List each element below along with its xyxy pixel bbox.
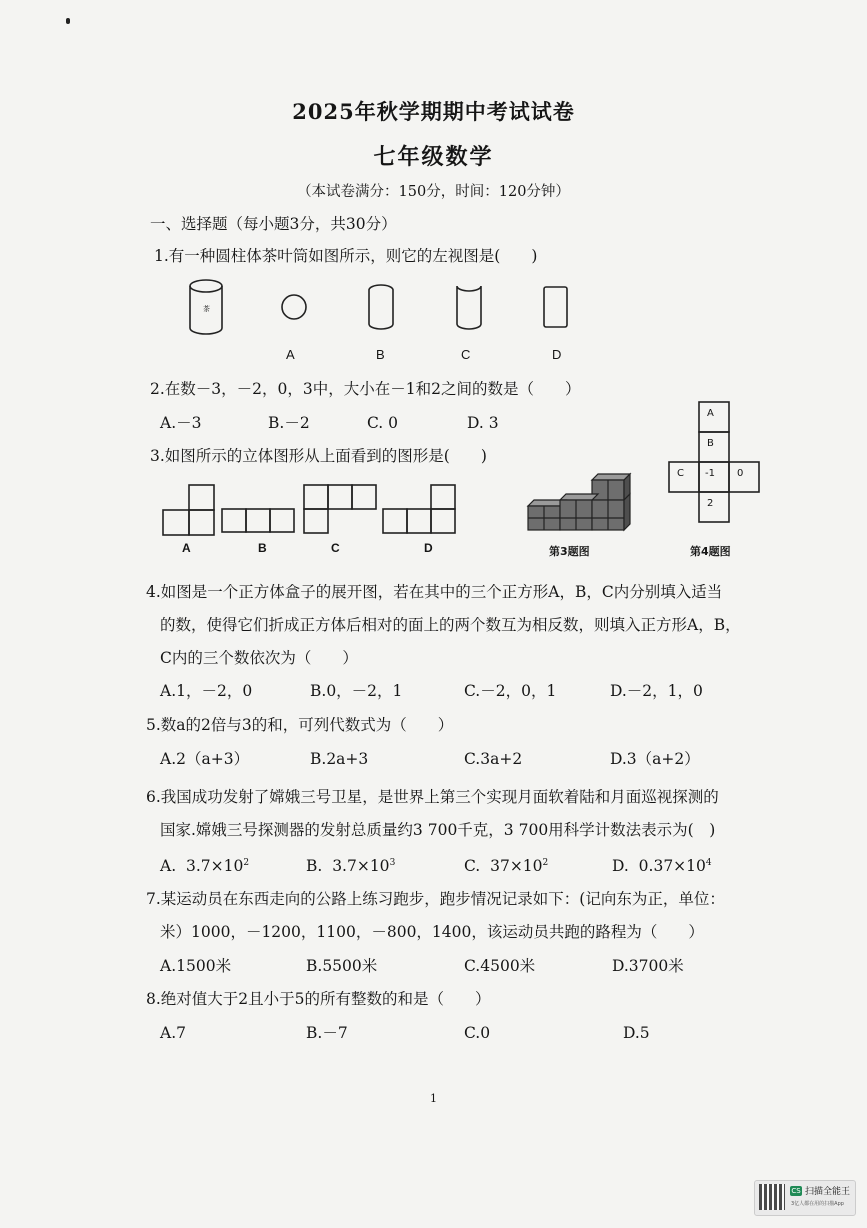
exam-title: 2025年秋学期期中考试试卷 xyxy=(292,99,575,124)
q4-figure-caption: 第4题图 xyxy=(690,545,731,558)
scanner-subtitle: 3亿人都在用的扫描App xyxy=(791,1201,844,1207)
q4-option-b: B.0，－2，1 xyxy=(310,682,403,700)
q3-cube-stack-figure xyxy=(528,466,632,534)
q1-option-a: A xyxy=(286,347,295,362)
q6-option-a-label: A. xyxy=(160,857,177,876)
q3-option-d: D xyxy=(424,541,433,555)
q6-option-c xyxy=(464,853,548,876)
exam-info: （本试卷满分：150分，时间：120分钟） xyxy=(297,184,570,200)
q2-option-a: A.－3 xyxy=(160,414,202,432)
page-number: 1 xyxy=(430,1092,437,1105)
svg-text:茶: 茶 xyxy=(203,305,210,313)
q3-option-b-shape xyxy=(221,508,295,534)
net-cell-2: 2 xyxy=(707,498,714,509)
q1-option-a-circle xyxy=(279,292,309,322)
tea-cylinder-figure xyxy=(186,278,226,336)
q6-option-d xyxy=(612,853,712,876)
q6-line-1: 6.我国成功发射了嫦娥三号卫星，是世界上第三个实现月面软着陆和月面巡视探测的 xyxy=(146,788,719,806)
q7-option-a: A.1500米 xyxy=(160,957,232,975)
q3-option-a-shape xyxy=(162,484,216,536)
q3-stem: 3.如图所示的立体图形从上面看到的图形是( ) xyxy=(150,447,487,465)
q1-option-b: B xyxy=(376,347,385,362)
q5-option-b: B.2a+3 xyxy=(310,750,369,768)
q6-option-b-base: 3.7×10 xyxy=(332,857,390,876)
q4-option-a: A.1，－2，0 xyxy=(160,682,253,700)
scanner-brand: 扫描全能王 xyxy=(805,1187,851,1197)
q7-line-2: 米）1000，－1200，1100，－800，1400，该运动员共跑的路程为（ ） xyxy=(160,923,704,941)
q4-option-c: C.－2，0，1 xyxy=(464,682,557,700)
q6-option-d-label: D. xyxy=(612,857,629,876)
scanner-logo-icon: CS xyxy=(791,1187,801,1195)
q7-option-b: B.5500米 xyxy=(306,957,378,975)
qr-code-icon xyxy=(759,1184,785,1210)
q5-option-a: A.2（a+3） xyxy=(160,750,250,768)
q6-option-c-exponent: 2 xyxy=(542,858,549,868)
net-cell-c: C xyxy=(677,468,684,479)
q4-line-1: 4.如图是一个正方体盒子的展开图，若在其中的三个正方形A，B，C内分别填入适当 xyxy=(146,583,723,601)
q8-option-c: C.0 xyxy=(464,1024,491,1042)
q6-line-2: 国家.嫦娥三号探测器的发射总质量约3 700千克，3 700用科学计数法表示为( ) xyxy=(160,821,716,839)
q5-option-d: D.3（a+2） xyxy=(610,750,700,768)
q8-stem: 8.绝对值大于2且小于5的所有整数的和是（ ） xyxy=(146,990,491,1008)
q1-option-c-cylinder xyxy=(454,282,484,332)
q6-option-a-exponent: 2 xyxy=(243,858,250,868)
q6-option-a-base: 3.7×10 xyxy=(185,857,244,876)
speck-mark xyxy=(66,18,70,24)
q3-option-d-shape xyxy=(382,484,456,534)
q4-line-2: 的数，使得它们折成正方体后相对的面上的两个数互为相反数，则填入正方形A，B， xyxy=(160,616,741,634)
q6-option-d-exponent: 4 xyxy=(705,858,712,868)
q8-option-d: D.5 xyxy=(623,1024,650,1042)
q3-figure-caption: 第3题图 xyxy=(549,545,590,558)
q2-option-c: C. 0 xyxy=(367,414,399,432)
q8-option-b: B.－7 xyxy=(306,1024,348,1042)
q1-option-c: C xyxy=(461,347,471,362)
q7-option-c: C.4500米 xyxy=(464,957,536,975)
q6-option-b-exponent: 3 xyxy=(389,858,396,868)
q3-option-a: A xyxy=(182,541,191,555)
q4-line-3: C内的三个数依次为（ ） xyxy=(160,649,358,667)
q7-line-1: 7.某运动员在东西走向的公路上练习跑步，跑步情况记录如下：(记向东为正，单位： xyxy=(146,890,725,908)
q2-option-d: D. 3 xyxy=(467,414,499,432)
q4-option-d: D.－2，1，0 xyxy=(610,682,703,700)
q2-option-b: B.－2 xyxy=(268,414,310,432)
q3-option-c: C xyxy=(331,541,340,555)
q6-option-c-label: C. xyxy=(464,857,481,876)
q3-option-c-shape xyxy=(303,484,377,534)
q6-option-c-base: 37×10 xyxy=(490,857,543,876)
q1-option-d-rectangle xyxy=(541,284,571,330)
q8-option-a: A.7 xyxy=(160,1024,186,1042)
q6-option-d-base: 0.37×10 xyxy=(638,857,706,876)
q3-option-b: B xyxy=(258,541,267,555)
scanner-watermark xyxy=(754,1180,856,1216)
net-cell-0: 0 xyxy=(737,468,744,479)
q1-option-d: D xyxy=(552,347,562,362)
q2-stem: 2.在数－3，－2，0，3中，大小在－1和2之间的数是（ ） xyxy=(150,380,581,398)
section-heading: 一、选择题（每小题3分，共30分） xyxy=(150,215,397,233)
q1-stem: 1.有一种圆柱体茶叶筒如图所示，则它的左视图是( ) xyxy=(154,247,538,265)
q4-cube-net-figure xyxy=(668,401,768,525)
q7-option-d: D.3700米 xyxy=(612,957,684,975)
q6-option-b xyxy=(306,853,395,876)
net-cell-minus1: -1 xyxy=(705,468,715,479)
q6-option-a xyxy=(160,853,249,876)
q5-option-c: C.3a+2 xyxy=(464,750,523,768)
net-cell-b: B xyxy=(707,438,714,449)
net-cell-a: A xyxy=(707,408,714,419)
q1-option-b-cylinder xyxy=(366,282,396,332)
q6-option-b-label: B. xyxy=(306,857,323,876)
exam-subject: 七年级数学 xyxy=(373,144,494,170)
q5-stem: 5.数a的2倍与3的和，可列代数式为（ ） xyxy=(146,716,454,734)
